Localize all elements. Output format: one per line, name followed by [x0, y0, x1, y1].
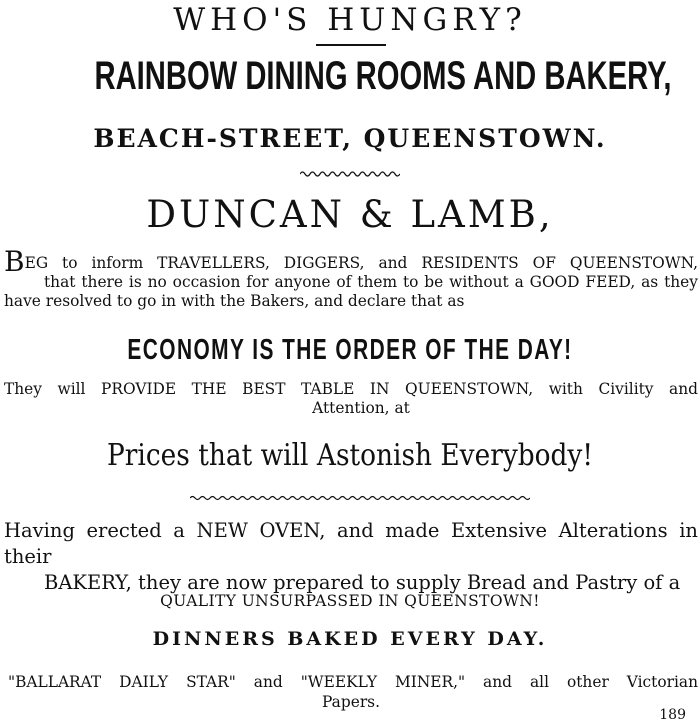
- economy-slogan: ECONOMY IS THE ORDER OF THE DAY!: [127, 334, 573, 366]
- prices-slogan: Prices that will Astonish Everybody!: [107, 438, 593, 473]
- intro-line-2: that there is no occasion for anyone of them to be without a GOOD FEED, as they: [44, 273, 698, 291]
- intro-line-3: have resolved to go in with the Bakers, and declare that as: [4, 292, 465, 310]
- paragraph-table: [4, 380, 698, 418]
- dinners-line: DINNERS BAKED EVERY DAY.: [152, 628, 548, 650]
- ad-title: WHO'S HUNGRY?: [173, 2, 527, 38]
- table-line-1: They will PROVIDE THE BEST TABLE IN QUEENSTOWN, with Civility and: [4, 380, 698, 398]
- oven-line-2: BAKERY, they are now prepared to supply Bread and Pastry of a: [44, 571, 681, 594]
- ad-proprietors: DUNCAN & LAMB,: [146, 193, 554, 236]
- ad-heading: RAINBOW DINING ROOMS AND BAKERY,: [94, 54, 672, 98]
- large-wavy-rule: [190, 494, 530, 502]
- small-wavy-rule: [300, 170, 400, 178]
- page-number: 189: [659, 707, 686, 723]
- quality-line: QUALITY UNSURPASSED IN QUEENSTOWN!: [160, 592, 540, 610]
- title-rule: [316, 44, 386, 46]
- intro-line-1: [4, 245, 698, 278]
- paragraph-papers: [4, 672, 698, 712]
- table-line-2: Attention, at: [312, 399, 410, 417]
- ad-address: BEACH-STREET, QUEENSTOWN.: [93, 124, 607, 153]
- paragraph-oven: [4, 518, 698, 596]
- papers-line-1: "BALLARAT DAILY STAR" and "WEEKLY MINER," and all other Victorian: [8, 673, 698, 691]
- oven-line-1: Having erected a NEW OVEN, and made Extensive Alterations in their: [4, 519, 698, 568]
- papers-line-2: Papers.: [322, 693, 380, 711]
- intro-line-1-text: EG to inform TRAVELLERS, DIGGERS, and RESIDENTS OF QUEENSTOWN,: [24, 254, 698, 272]
- drop-cap: B: [4, 245, 25, 278]
- paragraph-intro: [4, 245, 698, 311]
